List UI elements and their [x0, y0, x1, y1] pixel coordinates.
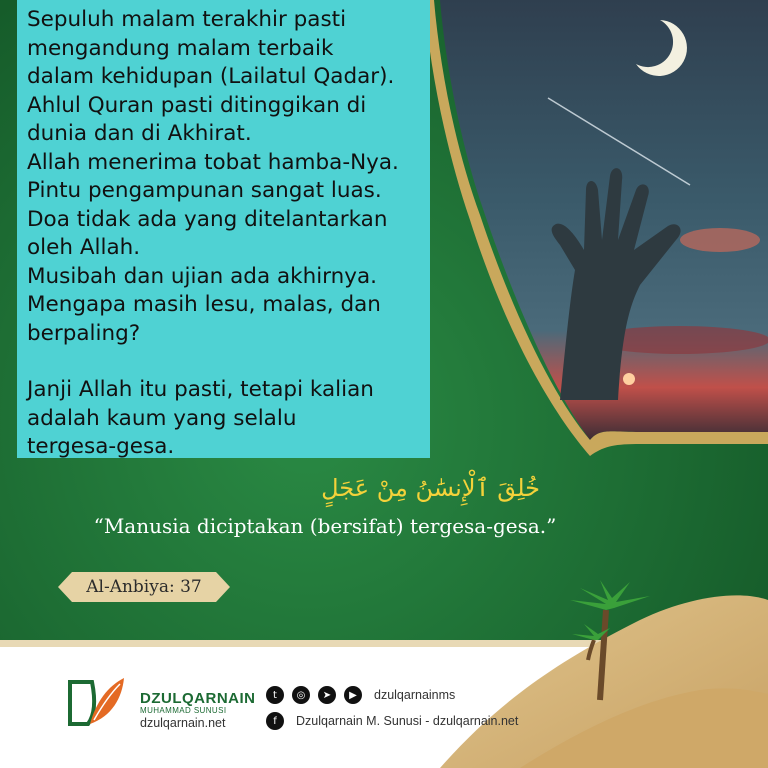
social-row-handles — [266, 684, 455, 706]
telegram-icon[interactable]: ➤ — [318, 686, 336, 704]
text-line: Doa tidak ada yang ditelantarkan — [27, 206, 388, 232]
text-line: Allah menerima tobat hamba-Nya. — [27, 149, 399, 175]
text-line: adalah kaum yang selalu — [27, 405, 297, 431]
text-line: Mengapa masih lesu, malas, dan — [27, 292, 381, 317]
text-line: dalam kehidupan (Lailatul Qadar). — [27, 64, 395, 89]
main-paragraph-1 — [27, 6, 422, 348]
social-row-facebook — [266, 710, 518, 732]
brand-subtitle: MUHAMMAD SUNUSI — [140, 706, 227, 715]
text-line: Sepuluh malam terakhir pasti — [27, 7, 347, 32]
brand-website[interactable]: dzulqarnain.net — [140, 716, 226, 730]
text-line: berpaling? — [27, 320, 141, 346]
text-line: tergesa-gesa. — [27, 434, 175, 459]
text-line: Ahlul Quran pasti ditinggikan di — [27, 92, 367, 118]
facebook-page[interactable]: Dzulqarnain M. Sunusi - dzulqarnain.net — [296, 714, 519, 728]
instagram-icon[interactable]: ◎ — [292, 686, 310, 704]
youtube-icon[interactable]: ▶ — [344, 686, 362, 704]
brand-name: DZULQARNAIN — [140, 690, 256, 707]
arabic-verse: خُلِقَ ٱلْإِنسَٰنُ مِنْ عَجَلٍ — [321, 474, 540, 502]
text-line: Janji Allah itu pasti, tetapi kalian — [27, 377, 374, 402]
main-paragraph-2 — [27, 376, 422, 462]
text-line: Pintu pengampunan sangat luas. — [27, 178, 382, 203]
social-handle[interactable]: dzulqarnainms — [374, 688, 456, 702]
main-text-box — [17, 0, 430, 458]
text-line: Musibah dan ujian ada akhirnya. — [27, 263, 378, 289]
text-line: dunia dan di Akhirat. — [27, 121, 252, 146]
verse-translation: “Manusia diciptakan (bersifat) tergesa-gesa.” — [93, 514, 557, 538]
verse-reference: Al-Anbiya: 37 — [86, 577, 202, 597]
twitter-icon[interactable]: t — [266, 686, 284, 704]
text-line: oleh Allah. — [27, 235, 141, 260]
facebook-icon[interactable]: f — [266, 712, 284, 730]
text-line: mengandung malam terbaik — [27, 35, 334, 61]
brand-logo-icon — [66, 672, 128, 734]
